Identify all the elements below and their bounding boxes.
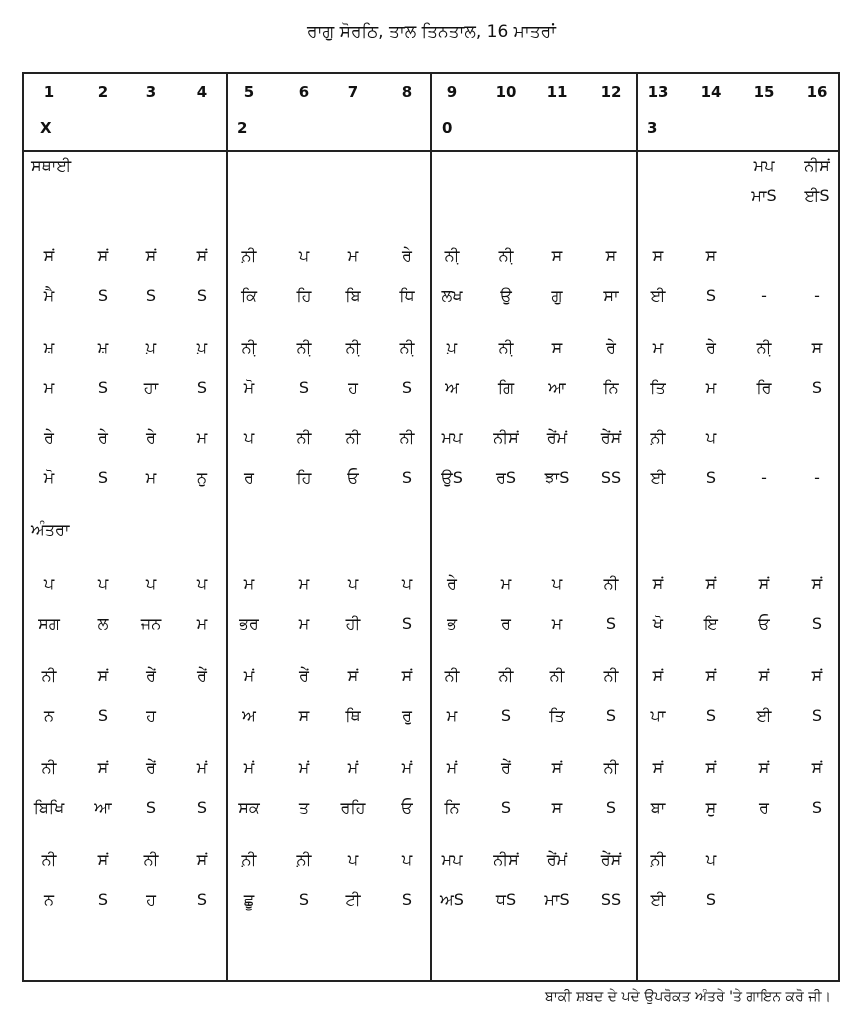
bol-cell: ਹਿ <box>296 468 312 487</box>
bol-cell: ਬਿਖਿ <box>33 798 65 817</box>
swar-cell: ਪ <box>705 428 717 447</box>
vibhag-divider <box>226 74 228 980</box>
bol-cell: S <box>97 286 109 305</box>
swar-cell: ਸ <box>551 338 563 357</box>
bol-cell: ਝਾS <box>544 468 570 487</box>
swar-cell: ਸਂ <box>97 850 109 869</box>
bol-cell: S <box>298 890 310 909</box>
bol-cell: ਆ <box>548 378 566 397</box>
bol-cell: - <box>761 286 767 305</box>
bol-cell: S <box>401 890 413 909</box>
bol-cell: S <box>705 286 717 305</box>
bol-cell: ਇ <box>704 614 718 633</box>
swar-cell: ਮ <box>500 574 512 593</box>
beat-number: 14 <box>700 83 722 101</box>
swar-cell: ਮ <box>347 246 359 265</box>
swar-cell: ਰੇ <box>606 338 616 357</box>
bol-cell: S <box>401 468 413 487</box>
bol-cell: ਗੁ <box>551 286 563 305</box>
bol-cell: ਮਾS <box>544 890 570 909</box>
swar-cell: ਸਂ <box>97 666 109 685</box>
swar-cell: ਪ <box>551 574 563 593</box>
bol-cell: ਲਖ <box>441 286 463 305</box>
swar-cell: ਨੀ <box>41 758 57 777</box>
swar-cell: ਰੇਂ <box>146 758 156 777</box>
swar-cell: ਨੀਸਂ <box>493 428 519 447</box>
swar-cell: ਰੇਂ <box>197 666 207 685</box>
swar-cell: ਸ <box>811 338 823 357</box>
swar-cell: ਨੀ <box>41 666 57 685</box>
swar-cell: ਨੀ਼ <box>345 338 361 357</box>
beat-number: 3 <box>145 83 157 101</box>
bol-cell: ਮ <box>446 706 458 725</box>
bol-cell: ਨ <box>43 706 54 725</box>
swar-cell: ਮ <box>298 574 310 593</box>
swar-cell: ਸਂ <box>811 574 823 593</box>
swar-cell: ਰੇਂ <box>146 666 156 685</box>
beat-number: 9 <box>446 83 458 101</box>
bol-cell: ਧਿ <box>399 286 415 305</box>
swar-cell: ਪ਼ <box>446 338 458 357</box>
bol-cell: ਸਾ <box>603 286 619 305</box>
bol-cell: ਖੋ <box>652 614 664 633</box>
bol-cell: S <box>705 706 717 725</box>
bol-cell: S <box>605 798 617 817</box>
bol-cell: S <box>401 378 413 397</box>
swar-cell: ਨੀ਼ <box>498 246 514 265</box>
bol-cell: S <box>97 468 109 487</box>
bol-cell: ਨਿ <box>603 378 619 397</box>
bol-cell: ਭਰ <box>239 614 259 633</box>
tal-mark: 0 <box>442 119 453 137</box>
bol-cell: ਸਗ <box>38 614 60 633</box>
swar-cell: ਪ <box>145 574 157 593</box>
bol-cell: ਮੋ <box>243 378 255 397</box>
swar-cell: ਰੇਂਸਂ <box>600 850 622 869</box>
bol-cell: S <box>811 798 823 817</box>
beat-number: 2 <box>97 83 109 101</box>
swar-cell: ਪ <box>243 428 255 447</box>
swar-cell: ਪ <box>347 574 359 593</box>
swar-cell: ਮਂ <box>401 758 413 777</box>
swar-cell: ਨ਼ੀ <box>241 246 257 265</box>
swar-cell: ਸ <box>551 246 563 265</box>
swar-cell: ਸਂ <box>551 758 563 777</box>
bol-cell: S <box>705 890 717 909</box>
beat-number: 11 <box>546 83 568 101</box>
bol-cell: S <box>500 798 512 817</box>
bol-cell: ਤ <box>298 798 310 817</box>
swar-cell: ਰੇ <box>146 428 156 447</box>
bol-cell: ਰਹਿ <box>340 798 366 817</box>
bol-cell: S <box>196 378 208 397</box>
swar-cell: ਨੀ <box>498 666 514 685</box>
swar-cell: ਨੀ <box>603 574 619 593</box>
bol-cell: ਈ <box>650 890 666 909</box>
swar-cell: ਸਂ <box>97 758 109 777</box>
swar-cell: ਸਂ <box>652 758 664 777</box>
bol-cell: S <box>196 798 208 817</box>
swar-cell: ਸਂ <box>347 666 359 685</box>
swar-cell: ਨੀ <box>41 850 57 869</box>
bol-cell: ਰ <box>244 468 254 487</box>
bol-cell: ਉS <box>441 468 463 487</box>
bol-cell: ਲ <box>97 614 109 633</box>
bol-cell: ਹ <box>146 890 156 909</box>
bol-cell: S <box>298 378 310 397</box>
bol-cell: S <box>605 706 617 725</box>
bol-cell: S <box>196 890 208 909</box>
bol-cell: ਮ <box>551 614 563 633</box>
swar-cell: ਰੇ <box>402 246 412 265</box>
bol-cell: ਮ <box>145 468 157 487</box>
bol-cell: S <box>145 286 157 305</box>
beat-number: 5 <box>243 83 255 101</box>
bol-cell: ਥਿ <box>345 706 361 725</box>
swar-cell: ਰੇਂਮਂ <box>546 850 568 869</box>
bol-cell: S <box>97 890 109 909</box>
swar-cell: ਮਪ <box>441 850 463 869</box>
swar-cell: ਪ <box>705 850 717 869</box>
bol-cell: ਰਿ <box>756 378 772 397</box>
bol-cell: S <box>401 614 413 633</box>
tal-mark: 2 <box>237 119 248 137</box>
swar-cell: ਸ <box>652 246 664 265</box>
swar-cell: ਨੀ਼ <box>444 246 460 265</box>
bol-cell: ਈ <box>756 706 772 725</box>
bol-cell: ਈS <box>804 186 830 205</box>
bol-cell: S <box>97 378 109 397</box>
swar-cell: ਮਪ <box>753 156 775 175</box>
bol-cell: ਮੈ <box>43 286 55 305</box>
swar-cell: ਸਂ <box>43 246 55 265</box>
swar-cell: ਰੇਂ <box>501 758 511 777</box>
bol-cell: ਰੁ <box>402 706 412 725</box>
bol-cell: ਹ <box>146 706 156 725</box>
swar-cell: ਸਂ <box>705 758 717 777</box>
bol-cell: ਆ <box>94 798 112 817</box>
bol-cell: ਸਕ <box>238 798 260 817</box>
swar-cell: ਸਂ <box>758 666 770 685</box>
swar-cell: ਨੀਸਂ <box>804 156 830 175</box>
swar-cell: ਪ਼ <box>145 338 157 357</box>
page-title: ਰਾਗੁ ਸੋਰਠਿ, ਤਾਲ ਤਿਨਤਾਲ, 16 ਮਾਤਰਾਂ <box>307 22 556 42</box>
bol-cell: S <box>811 706 823 725</box>
vibhag-divider <box>636 74 638 980</box>
swar-cell: ਨੀ <box>345 428 361 447</box>
beat-number: 12 <box>600 83 622 101</box>
swar-cell: ਪ <box>97 574 109 593</box>
bol-cell: - <box>814 286 820 305</box>
swar-cell: ਸਂ <box>145 246 157 265</box>
bol-cell: ਮ <box>43 378 55 397</box>
bol-cell: ਰ <box>759 798 769 817</box>
bol-cell: ਓ <box>758 614 770 633</box>
bol-cell: ਗਿ <box>497 378 515 397</box>
bol-cell: S <box>196 286 208 305</box>
tal-mark: 3 <box>647 119 658 137</box>
swar-cell: ਸਂ <box>97 246 109 265</box>
swar-cell: ਰੇ <box>706 338 716 357</box>
beat-number: 15 <box>753 83 775 101</box>
beat-number: 1 <box>43 83 55 101</box>
bol-cell: SS <box>600 468 622 487</box>
bol-cell: ਹਾ <box>143 378 159 397</box>
swar-cell: ਸਂ <box>758 758 770 777</box>
swar-cell: ਨੀ <box>444 666 460 685</box>
swar-cell: ਸਂ <box>705 666 717 685</box>
swar-cell: ਰੇਂਮਂ <box>546 428 568 447</box>
swar-cell: ਮਂ <box>243 666 255 685</box>
swar-cell: ਨੀ <box>143 850 159 869</box>
swar-cell: ਮ <box>243 574 255 593</box>
swar-cell: ਰੇਂਸਂ <box>600 428 622 447</box>
beat-number: 4 <box>196 83 208 101</box>
beat-number: 6 <box>298 83 310 101</box>
bol-cell: ਪਾ <box>650 706 666 725</box>
bol-cell: ਭ <box>447 614 457 633</box>
swar-cell: ਮਂ <box>298 758 310 777</box>
swar-cell: ਸਂ <box>196 850 208 869</box>
bol-cell: ਅ <box>242 706 256 725</box>
bol-cell: ਈ <box>650 286 666 305</box>
bol-cell: S <box>97 706 109 725</box>
swar-cell: ਪ਼ <box>196 338 208 357</box>
swar-cell: ਸਂ <box>811 758 823 777</box>
swar-cell: ਨ਼ੀ <box>650 428 666 447</box>
bol-cell: ਕਿ <box>240 286 258 305</box>
section-label-antara: ਅੰਤਰਾ <box>31 520 70 539</box>
bol-cell: ਬਾ <box>650 798 666 817</box>
bol-cell: S <box>605 614 617 633</box>
beat-number: 7 <box>347 83 359 101</box>
bol-cell: ਈ <box>650 468 666 487</box>
bol-cell: ਤਿ <box>650 378 666 397</box>
vibhag-divider <box>430 74 432 980</box>
bol-cell: S <box>705 468 717 487</box>
bol-cell: - <box>761 468 767 487</box>
swar-cell: ਨੀ <box>549 666 565 685</box>
bol-cell: ਮ <box>298 614 310 633</box>
swar-cell: ਨੀ <box>603 758 619 777</box>
bol-cell: ਛੂ <box>243 890 255 909</box>
bol-cell: S <box>145 798 157 817</box>
swar-cell: ਨੀ <box>603 666 619 685</box>
swar-cell: ਨ਼ੀ <box>650 850 666 869</box>
bol-cell: ਮ <box>196 614 208 633</box>
bol-cell: ਰ <box>501 614 511 633</box>
bol-cell: ਨੁ <box>196 468 207 487</box>
swar-cell: ਨੀ਼ <box>756 338 772 357</box>
bol-cell: ਮ <box>705 378 717 397</box>
swar-cell: ਨੀ <box>296 428 312 447</box>
beat-number: 8 <box>401 83 413 101</box>
swar-cell: ਪ <box>401 574 413 593</box>
beat-number: 16 <box>806 83 828 101</box>
bol-cell: S <box>500 706 512 725</box>
bol-cell: ਸੁ <box>705 798 717 817</box>
swar-cell: ਸ <box>705 246 717 265</box>
swar-cell: ਸਂ <box>811 666 823 685</box>
swar-cell: ਨੀਸਂ <box>493 850 519 869</box>
swar-cell: ਸ <box>605 246 617 265</box>
bol-cell: ਤਿ <box>549 706 565 725</box>
bol-cell: SS <box>600 890 622 909</box>
swar-cell: ਮਂ <box>196 758 208 777</box>
bol-cell: ਰS <box>495 468 517 487</box>
swar-cell: ਨੀ਼ <box>241 338 257 357</box>
bol-cell: - <box>814 468 820 487</box>
bol-cell: ਹ <box>348 378 358 397</box>
swar-cell: ਸਂ <box>401 666 413 685</box>
bol-cell: S <box>811 378 823 397</box>
swar-cell: ਨੀ਼ <box>399 338 415 357</box>
bol-cell: ਬਿ <box>345 286 361 305</box>
swar-cell: ਨੀ਼ <box>296 338 312 357</box>
bol-cell: ਅ <box>445 378 459 397</box>
bol-cell: ਨਿ <box>444 798 460 817</box>
tal-mark: X <box>40 119 52 137</box>
bol-cell: ਮਾS <box>751 186 777 205</box>
bol-cell: ਸ <box>298 706 310 725</box>
swar-cell: ਸਂ <box>758 574 770 593</box>
swar-cell: ਰੇਂ <box>299 666 309 685</box>
swar-cell: ਮਪ <box>441 428 463 447</box>
bol-cell: ਧS <box>495 890 517 909</box>
bol-cell: ਨ <box>43 890 54 909</box>
swar-cell: ਸਂ <box>196 246 208 265</box>
bol-cell: ਹਿ <box>296 286 312 305</box>
swar-cell: ਨੀ਼ <box>498 338 514 357</box>
swar-cell: ਨੀ <box>399 428 415 447</box>
bol-cell: ਜਨ <box>140 614 162 633</box>
swar-cell: ਰੇ <box>447 574 457 593</box>
swar-cell: ਪ <box>43 574 55 593</box>
swar-cell: ਮ <box>652 338 664 357</box>
bol-cell: ਸ <box>551 798 563 817</box>
swar-cell: ਮਂ <box>243 758 255 777</box>
bol-cell: ਉ <box>500 286 512 305</box>
bol-cell: ਓ <box>347 468 359 487</box>
bol-cell: ਅS <box>440 890 464 909</box>
section-label-sthai: ਸਥਾਈ <box>31 156 72 175</box>
beat-number: 13 <box>647 83 669 101</box>
swar-cell: ਮ਼ <box>97 338 109 357</box>
swar-cell: ਪ <box>298 246 310 265</box>
swar-cell: ਸਂ <box>652 666 664 685</box>
swar-cell: ਮਂ <box>347 758 359 777</box>
swar-cell: ਰੇ <box>98 428 108 447</box>
notation-table <box>22 72 840 982</box>
bol-cell: ਟੀ <box>345 890 361 909</box>
bol-cell: ਓ <box>401 798 413 817</box>
swar-cell: ਸਂ <box>705 574 717 593</box>
beat-number: 10 <box>495 83 517 101</box>
swar-cell: ਪ <box>196 574 208 593</box>
footer-note: ਬਾਕੀ ਸ਼ਬਦ ਦੇ ਪਦੇ ਉਪਰੋਕਤ ਅੰਤਰੇ 'ਤੇ ਗਾਇਨ ਕਰੋ ਜੀ। <box>545 989 831 1005</box>
swar-cell: ਪ <box>401 850 413 869</box>
swar-cell: ਸਂ <box>652 574 664 593</box>
swar-cell: ਮ਼ <box>43 338 55 357</box>
swar-cell: ਨ਼ੀ <box>296 850 312 869</box>
swar-cell: ਨ਼ੀ <box>241 850 257 869</box>
bol-cell: ਮੋ <box>43 468 55 487</box>
bol-cell: S <box>811 614 823 633</box>
swar-cell: ਪ <box>347 850 359 869</box>
swar-cell: ਮਂ <box>446 758 458 777</box>
swar-cell: ਮ <box>196 428 208 447</box>
bol-cell: ਹੀ <box>345 614 361 633</box>
swar-cell: ਰੇ <box>44 428 54 447</box>
